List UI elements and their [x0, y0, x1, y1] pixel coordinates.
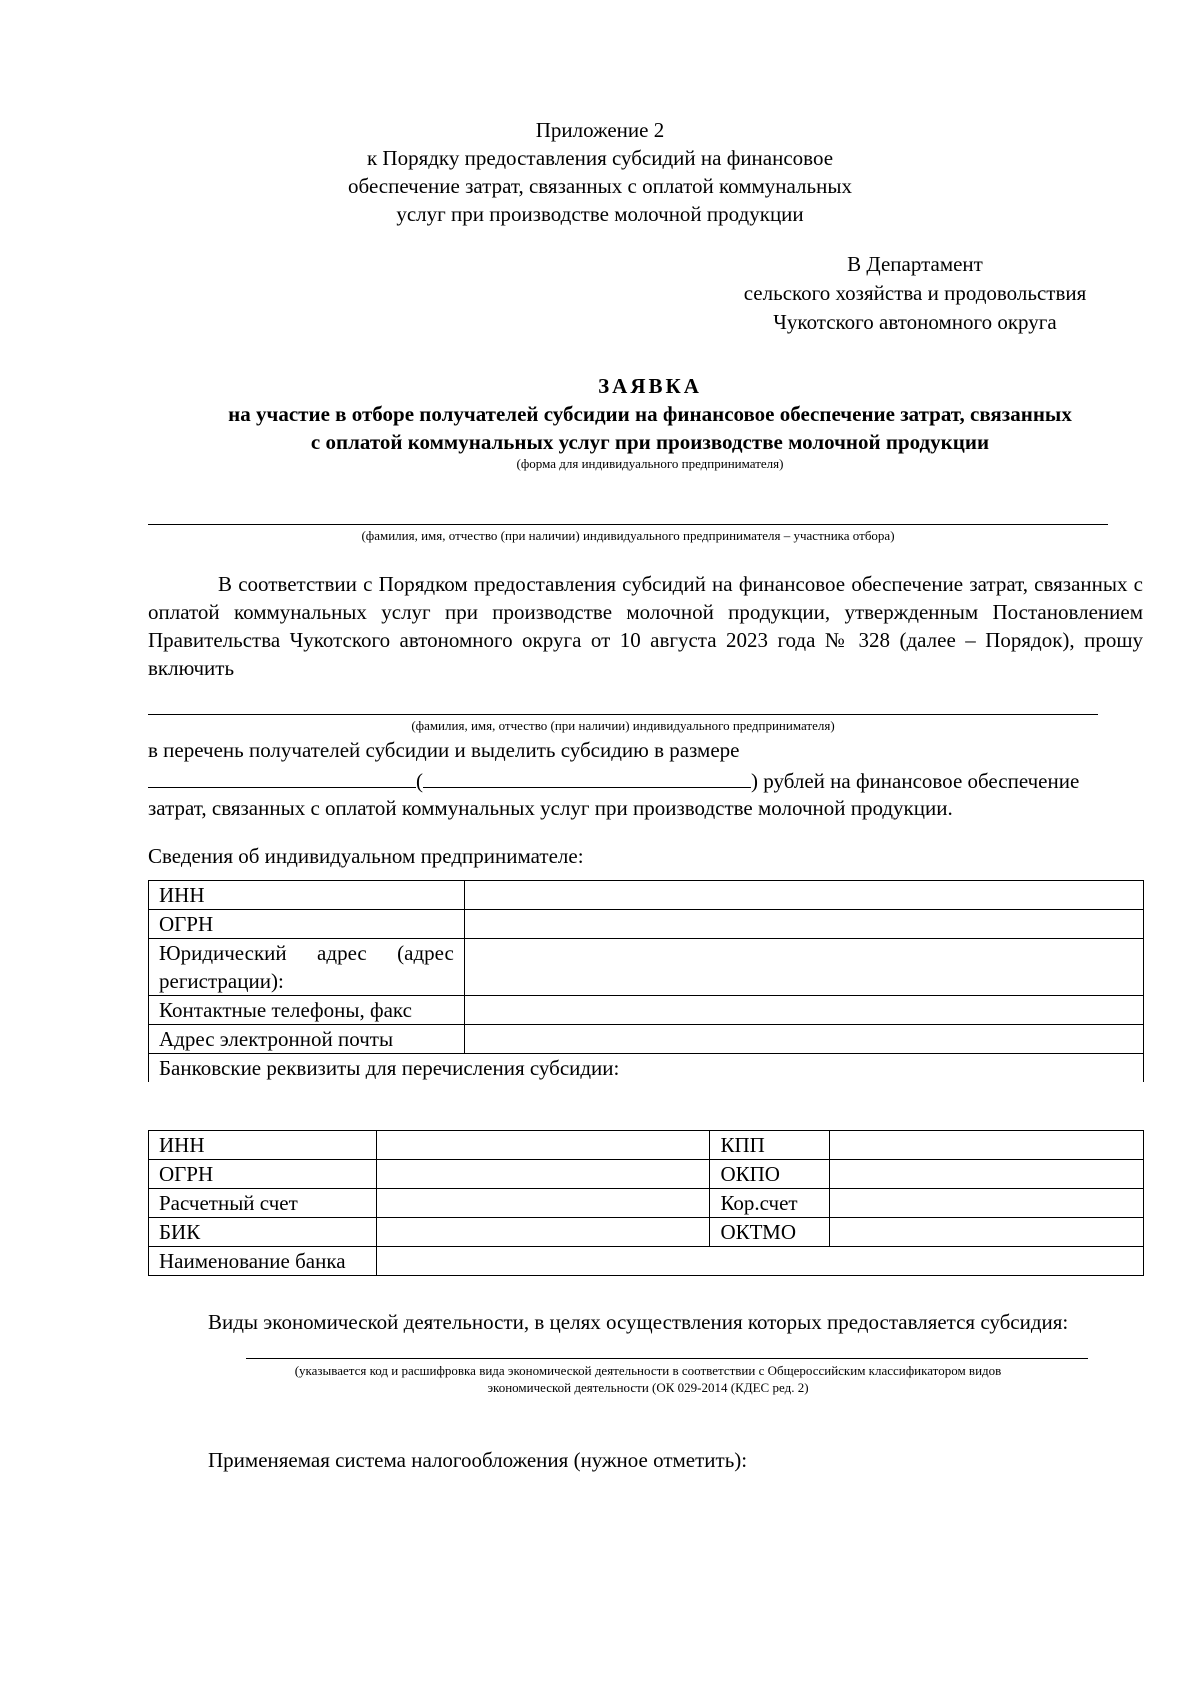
applicant-name-field[interactable]: [148, 524, 1108, 525]
tax-system-line: Применяемая система налогообложения (нужное отметить):: [208, 1448, 748, 1472]
table-row: [149, 1247, 1144, 1276]
okpo-label: ОКПО: [710, 1160, 830, 1189]
okpo-value-cell[interactable]: [830, 1160, 1144, 1189]
table-row: [149, 1160, 1144, 1189]
title-main: ЗАЯВКА: [598, 374, 702, 398]
table-row: [149, 881, 1144, 910]
addressee-line: В Департамент: [847, 252, 983, 276]
bik-value-cell[interactable]: [376, 1218, 710, 1247]
inn-label: ИНН: [149, 881, 465, 910]
bank-ogrn-value-cell[interactable]: [376, 1160, 710, 1189]
bank-table: [148, 1130, 1144, 1276]
account-value-cell[interactable]: [376, 1189, 710, 1218]
ogrn-label: ОГРН: [149, 910, 465, 939]
bank-details-heading: Банковские реквизиты для перечисления субсидии:: [149, 1054, 1144, 1083]
appendix-line: обеспечение затрат, связанных с оплатой коммунальных: [348, 174, 852, 198]
bank-ogrn-label: ОГРН: [149, 1160, 377, 1189]
oktmo-label: ОКТМО: [710, 1218, 830, 1247]
title-line: на участие в отборе получателей субсидии на финансовое обеспечение затрат, связанных: [228, 402, 1072, 426]
table-row: [149, 1025, 1144, 1054]
addressee: [690, 250, 1140, 337]
info-table: [148, 880, 1144, 1082]
bank-name-label: Наименование банка: [149, 1247, 377, 1276]
entrepreneur-name-field[interactable]: [148, 714, 1098, 715]
inn-value-cell[interactable]: [464, 881, 1143, 910]
table-row: [149, 1131, 1144, 1160]
email-value-cell[interactable]: [464, 1025, 1143, 1054]
okved-field[interactable]: [246, 1358, 1088, 1359]
account-label: Расчетный счет: [149, 1189, 377, 1218]
appendix-line: к Порядку предоставления субсидий на финансовое: [366, 146, 834, 170]
bank-name-value-cell[interactable]: [376, 1247, 1143, 1276]
table-row: [149, 996, 1144, 1025]
ogrn-value-cell[interactable]: [464, 910, 1143, 939]
addressee-line: сельского хозяйства и продовольствия: [743, 281, 1087, 305]
info-heading: Сведения об индивидуальном предпринимателе:: [148, 844, 584, 868]
bank-inn-value-cell[interactable]: [376, 1131, 710, 1160]
document-title: [100, 372, 1200, 472]
purpose-line: затрат, связанных с оплатой коммунальных услуг при производстве молочной продукции.: [148, 796, 953, 820]
table-row: [149, 1218, 1144, 1247]
name-hint: (фамилия, имя, отчество (при наличии) индивидуального предпринимателя): [411, 718, 835, 733]
amount-digits-field[interactable]: [148, 765, 416, 788]
bik-label: БИК: [149, 1218, 377, 1247]
email-label: Адрес электронной почты: [149, 1025, 465, 1054]
amount-rest: ) рублей на финансовое обеспечение: [751, 769, 1080, 793]
main-paragraph: В соответствии с Порядком предоставления субсидий на финансовое обеспечение затрат, связанных с оплатой коммунальных услуг при производстве молочной продукции, утвержденным Постановлением Правительства Чукотского автономного округа от 10 августа 2023 года № 328 (далее – Порядок), прошу включить: [148, 572, 1143, 680]
applicant-hint: (фамилия, имя, отчество (при наличии) индивидуального предпринимателя – участника отбора): [361, 528, 895, 543]
okved-paragraph: Виды экономической деятельности, в целях осуществления которых предоставляется субсидия:: [208, 1310, 1069, 1334]
amount-open-paren: (: [416, 769, 423, 793]
include-line: в перечень получателей субсидии и выделить субсидию в размере: [148, 738, 740, 762]
form-note: (форма для индивидуального предпринимателя): [516, 456, 784, 471]
addressee-line: Чукотского автономного округа: [773, 310, 1057, 334]
table-row: [149, 910, 1144, 939]
appendix-header: [300, 116, 900, 228]
okved-hint-line: (указывается код и расшифровка вида экономической деятельности в соответствии с Общероссийским классификатором видов: [294, 1363, 1002, 1378]
oktmo-value-cell[interactable]: [830, 1218, 1144, 1247]
legal-address-value-cell[interactable]: [464, 939, 1143, 996]
kpp-value-cell[interactable]: [830, 1131, 1144, 1160]
contacts-label: Контактные телефоны, факс: [149, 996, 465, 1025]
table-row: [149, 939, 1144, 996]
okved-hint-line: экономической деятельности (ОК 029-2014 (КДЕС ред. 2): [487, 1380, 809, 1395]
table-row: [149, 1054, 1144, 1083]
corr-account-value-cell[interactable]: [830, 1189, 1144, 1218]
appendix-line: Приложение 2: [535, 118, 665, 142]
amount-words-field[interactable]: [423, 765, 751, 788]
appendix-line: услуг при производстве молочной продукции: [396, 202, 804, 226]
legal-address-label: Юридический адрес (адрес регистрации):: [149, 939, 465, 996]
title-line: с оплатой коммунальных услуг при производстве молочной продукции: [310, 430, 990, 454]
table-row: [149, 1189, 1144, 1218]
corr-account-label: Кор.счет: [710, 1189, 830, 1218]
kpp-label: КПП: [710, 1131, 830, 1160]
okved-hint: [148, 1362, 1148, 1396]
bank-inn-label: ИНН: [149, 1131, 377, 1160]
contacts-value-cell[interactable]: [464, 996, 1143, 1025]
amount-line: [148, 765, 1079, 795]
